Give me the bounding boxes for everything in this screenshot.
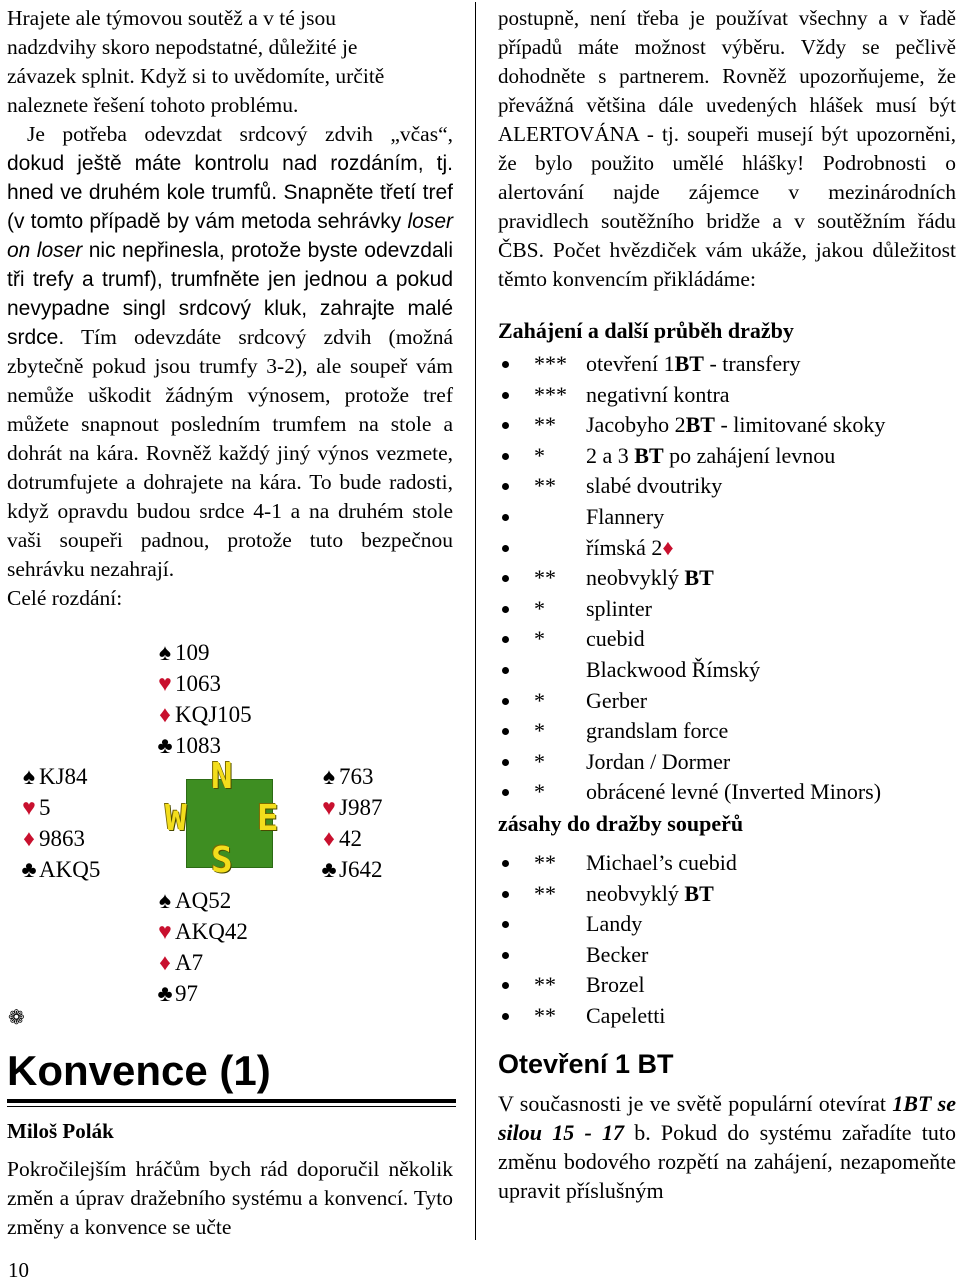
convention-name xyxy=(586,879,714,910)
convention-name xyxy=(586,777,881,808)
text-line: nadzdvihy skoro nepodstatné, důležité je xyxy=(7,35,358,59)
east-hearts: J987 xyxy=(339,795,383,820)
hand-east xyxy=(319,761,382,885)
text-sans: nic nepřinesla, protože byste odevzdali tři trefy a trumf), trumfněte jen jednou a pokud nevypadne singl srdcový kluk, zahrajte malé srdce. xyxy=(7,239,453,349)
text-1nt-strength: 1BT se silou 15 - 17 xyxy=(498,1091,956,1146)
heart-icon: ♥ xyxy=(158,671,172,696)
convention-text: neobvyklý xyxy=(586,880,685,906)
compass-east-letter: E xyxy=(257,798,279,839)
text-sans: dokud ještě máte kontrolu nad rozdáním, tj. hned ve druhém kole trumfů. Snapněte třetí tref (v tomto případě by vám metoda sehrávky xyxy=(7,152,453,233)
south-spades: AQ52 xyxy=(175,888,232,913)
convention-text: Jordan / Dormer xyxy=(586,748,731,774)
convention-bold: BT xyxy=(684,565,714,591)
convention-name xyxy=(586,533,674,564)
convention-text: Gerber xyxy=(586,687,648,713)
west-hearts: 5 xyxy=(39,795,51,820)
hand-north xyxy=(155,637,252,761)
north-clubs: 1083 xyxy=(175,733,221,758)
convention-text: neobvyklý xyxy=(586,565,685,591)
west-spades: KJ84 xyxy=(39,764,88,789)
convention-item xyxy=(498,655,956,686)
diamond-icon: ♦ xyxy=(323,826,335,851)
bullet-icon xyxy=(502,982,509,989)
convention-text-suffix: - transfery xyxy=(703,351,801,376)
convention-text: Landy xyxy=(586,911,643,937)
hand-west xyxy=(19,761,100,885)
convention-text: Flannery xyxy=(586,503,665,529)
compass-west-letter: W xyxy=(165,798,187,839)
spade-icon: ♠ xyxy=(158,640,172,665)
convention-item xyxy=(498,1001,956,1032)
heart-icon: ♥ xyxy=(322,795,336,820)
convention-item xyxy=(498,747,956,778)
club-icon: ♣ xyxy=(157,981,173,1006)
convention-item xyxy=(498,716,956,747)
text-lead: Je potřeba odevzdat srdcový zdvih „včas“, xyxy=(27,122,453,146)
convention-text: grandslam force xyxy=(586,718,729,744)
bullet-icon xyxy=(502,453,509,460)
convention-bold: BT xyxy=(685,412,715,438)
importance-stars: *** xyxy=(534,351,567,376)
south-hearts: AKQ42 xyxy=(175,919,248,944)
convention-text: otevření 1 xyxy=(586,351,675,376)
bullet-icon xyxy=(502,759,509,766)
convention-list-opening xyxy=(498,349,956,808)
convention-item xyxy=(498,471,956,502)
importance-stars: * xyxy=(534,595,545,621)
convention-name xyxy=(586,594,652,625)
heart-icon: ♥ xyxy=(22,795,36,820)
convention-item xyxy=(498,970,956,1001)
importance-stars: * xyxy=(534,779,545,805)
convention-name xyxy=(586,940,648,971)
convention-text: splinter xyxy=(586,595,652,621)
north-hearts: 1063 xyxy=(175,671,221,696)
text-line: Hrajete ale týmovou soutěž a v té jsou xyxy=(7,6,336,30)
convention-item xyxy=(498,410,956,441)
convention-text: Blackwood Římský xyxy=(586,656,761,682)
importance-stars: ** xyxy=(534,972,556,998)
bullet-icon xyxy=(502,1013,509,1020)
paragraph-team-contest xyxy=(7,4,453,120)
page-number: 10 xyxy=(8,1258,29,1282)
convention-name xyxy=(586,686,647,717)
paragraph-play-advice xyxy=(7,120,453,584)
convention-bold: BT xyxy=(674,351,704,376)
text-alert: postupně, není třeba je používat všechny a v řadě případů máte možnost výběru. Vždy se pečlivě dohodněte s partnerem. Rovněž upozorňujeme, že převážná většina dále uvedených hlášek musí být ALERTOVÁNA - tj. soupeři musejí být upozorněni, že bylo použito umělé hlášky! xyxy=(498,6,956,175)
spade-icon: ♠ xyxy=(322,764,336,789)
club-icon: ♣ xyxy=(21,857,37,882)
convention-name xyxy=(586,441,835,472)
convention-name xyxy=(586,909,642,940)
left-column xyxy=(7,4,453,613)
convention-text: cuebid xyxy=(586,626,645,652)
convention-text: negativní kontra xyxy=(586,381,730,407)
section-title-opening: Zahájení a další průběh dražby xyxy=(498,318,794,343)
text-serif: Tím odevzdáte srdcový zdvih (možná zbytečně pokud jsou trumfy 3-2), ale soupeř vám nemůže uškodit žádným výnosem, protože tref můžete snapnout posledním trumfem na stole a dohrát na kára. Rovněž každý jiný výnos vezmete, dotrumfujete a dohrajete na kára. To bude radosti, když opravdu budou srdce 4-1 a na druhém stole vaši soupeři padnou, protože tuto bezpečnou sehrávku nezahrají. xyxy=(7,325,453,581)
text-line: závazek splnit. Když si to uvědomíte, určitě xyxy=(7,64,385,88)
text-line: naleznete řešení tohoto problému. xyxy=(7,93,299,117)
bullet-icon xyxy=(502,667,509,674)
importance-stars: * xyxy=(534,718,545,744)
heart-icon: ♥ xyxy=(158,919,172,944)
convention-item xyxy=(498,686,956,717)
club-icon: ♣ xyxy=(321,857,337,882)
importance-stars: * xyxy=(534,748,545,774)
diamond-icon: ♦ xyxy=(23,826,35,851)
convention-name xyxy=(586,349,800,380)
east-clubs: J642 xyxy=(339,857,383,882)
convention-text: slabé dvoutriky xyxy=(586,473,723,499)
diamond-icon: ♦ xyxy=(662,534,674,560)
convention-name xyxy=(586,970,645,1001)
text-details: Podrobnosti o alertování najde zájemce v mezinárodních pravidlech soutěžního bridže a v soutěžním řádu ČBS. Počet hvězdiček vám ukáže, jakou důležitost těmto konvencím přikládáme: xyxy=(498,151,956,291)
importance-stars: ** xyxy=(534,473,556,499)
article-title: Konvence (1) xyxy=(7,1047,271,1094)
bullet-icon xyxy=(502,575,509,582)
flower-ornament-icon: ❁ xyxy=(8,1007,25,1029)
convention-item xyxy=(498,594,956,625)
convention-name xyxy=(586,848,737,879)
hand-south xyxy=(155,885,248,1009)
right-column xyxy=(498,4,956,1205)
text-1nt-rest: b. Pokud do systému zařadíte tuto změnu bodového rozpětí na zahájení, nezapomeňte upravit příslušným xyxy=(498,1120,956,1204)
bullet-icon xyxy=(502,921,509,928)
section-title-interference: zásahy do dražby soupeřů xyxy=(498,810,744,836)
convention-text: Capeletti xyxy=(586,1002,666,1028)
compass-table-icon xyxy=(165,756,289,881)
east-diamonds: 42 xyxy=(339,826,362,851)
importance-stars: ** xyxy=(534,412,556,438)
bullet-icon xyxy=(502,789,509,796)
importance-stars: * xyxy=(534,687,545,713)
convention-item xyxy=(498,349,956,380)
convention-item xyxy=(498,848,956,879)
convention-name xyxy=(586,471,722,502)
diamond-icon: ♦ xyxy=(159,950,171,975)
north-spades: 109 xyxy=(175,640,210,665)
bullet-icon xyxy=(502,891,509,898)
convention-item xyxy=(498,441,956,472)
bullet-icon xyxy=(502,606,509,613)
convention-name xyxy=(586,563,714,594)
convention-item xyxy=(498,879,956,910)
west-diamonds: 9863 xyxy=(39,826,85,851)
convention-name xyxy=(586,655,760,686)
convention-text: Jacobyho 2 xyxy=(586,412,686,438)
convention-bold: BT xyxy=(684,880,714,906)
importance-stars: * xyxy=(534,442,545,468)
convention-name xyxy=(586,716,728,747)
bullet-icon xyxy=(502,545,509,552)
convention-item xyxy=(498,502,956,533)
convention-item xyxy=(498,563,956,594)
title-rule-thick xyxy=(7,1099,456,1103)
convention-name xyxy=(586,1001,665,1032)
convention-text-suffix: - limitované skoky xyxy=(714,412,886,438)
north-diamonds: KQJ105 xyxy=(175,702,252,727)
author-name: Miloš Polák xyxy=(7,1119,114,1143)
column-divider xyxy=(475,2,476,1240)
bullet-icon xyxy=(502,952,509,959)
text-italic-term: loser on loser xyxy=(7,210,453,262)
spade-icon: ♠ xyxy=(22,764,36,789)
paragraph-alert-note xyxy=(498,4,956,294)
convention-bold: BT xyxy=(634,442,664,468)
convention-item xyxy=(498,909,956,940)
bullet-icon xyxy=(502,636,509,643)
bullet-icon xyxy=(502,698,509,705)
importance-stars: * xyxy=(534,626,545,652)
bullet-icon xyxy=(502,422,509,429)
convention-text: Becker xyxy=(586,941,649,967)
convention-item xyxy=(498,777,956,808)
bullet-icon xyxy=(502,483,509,490)
article-intro: Pokročilejším hráčům bych rád doporučil několik změn a úprav dražebního systému a konvencí. Tyto změny a konvence se učte xyxy=(7,1157,453,1239)
importance-stars: ** xyxy=(534,565,556,591)
importance-stars: *** xyxy=(534,381,567,407)
text-1nt-lead: V současnosti je ve světě populární otevírat xyxy=(498,1091,893,1117)
bullet-icon xyxy=(502,392,509,399)
bullet-icon xyxy=(502,514,509,521)
bullet-icon xyxy=(502,860,509,867)
section-title-1nt: Otevření 1 BT xyxy=(498,1049,674,1080)
spade-icon: ♠ xyxy=(158,888,172,913)
convention-item xyxy=(498,533,956,564)
compass-south-letter: S xyxy=(211,840,233,881)
importance-stars: ** xyxy=(534,1002,556,1028)
east-spades: 763 xyxy=(339,764,374,789)
convention-text: obrácené levné (Inverted Minors) xyxy=(586,779,882,805)
paragraph-1nt xyxy=(498,1089,956,1205)
south-clubs: 97 xyxy=(175,981,198,1006)
importance-stars: ** xyxy=(534,849,556,875)
deal-caption: Celé rozdání: xyxy=(7,586,123,610)
convention-name xyxy=(586,380,730,411)
convention-item xyxy=(498,624,956,655)
convention-text: 2 a 3 xyxy=(586,442,635,468)
convention-text: Michael’s cuebid xyxy=(586,849,737,875)
compass-north-letter: N xyxy=(211,756,233,797)
convention-name xyxy=(586,747,730,778)
convention-text-suffix: po zahájení levnou xyxy=(663,442,836,468)
bullet-icon xyxy=(502,728,509,735)
title-rule-thin xyxy=(7,1106,456,1107)
convention-text: římská 2 xyxy=(586,534,663,560)
west-clubs: AKQ5 xyxy=(39,857,101,882)
convention-item xyxy=(498,940,956,971)
bullet-icon xyxy=(502,361,509,368)
convention-name xyxy=(586,624,645,655)
importance-stars: ** xyxy=(534,880,556,906)
convention-item xyxy=(498,380,956,411)
convention-text: Brozel xyxy=(586,972,645,998)
convention-list-interference xyxy=(498,848,956,1032)
club-icon: ♣ xyxy=(157,733,173,758)
diamond-icon: ♦ xyxy=(159,702,171,727)
south-diamonds: A7 xyxy=(175,950,204,975)
convention-name xyxy=(586,502,664,533)
convention-name xyxy=(586,410,885,441)
bridge-deal-diagram xyxy=(7,637,453,1007)
